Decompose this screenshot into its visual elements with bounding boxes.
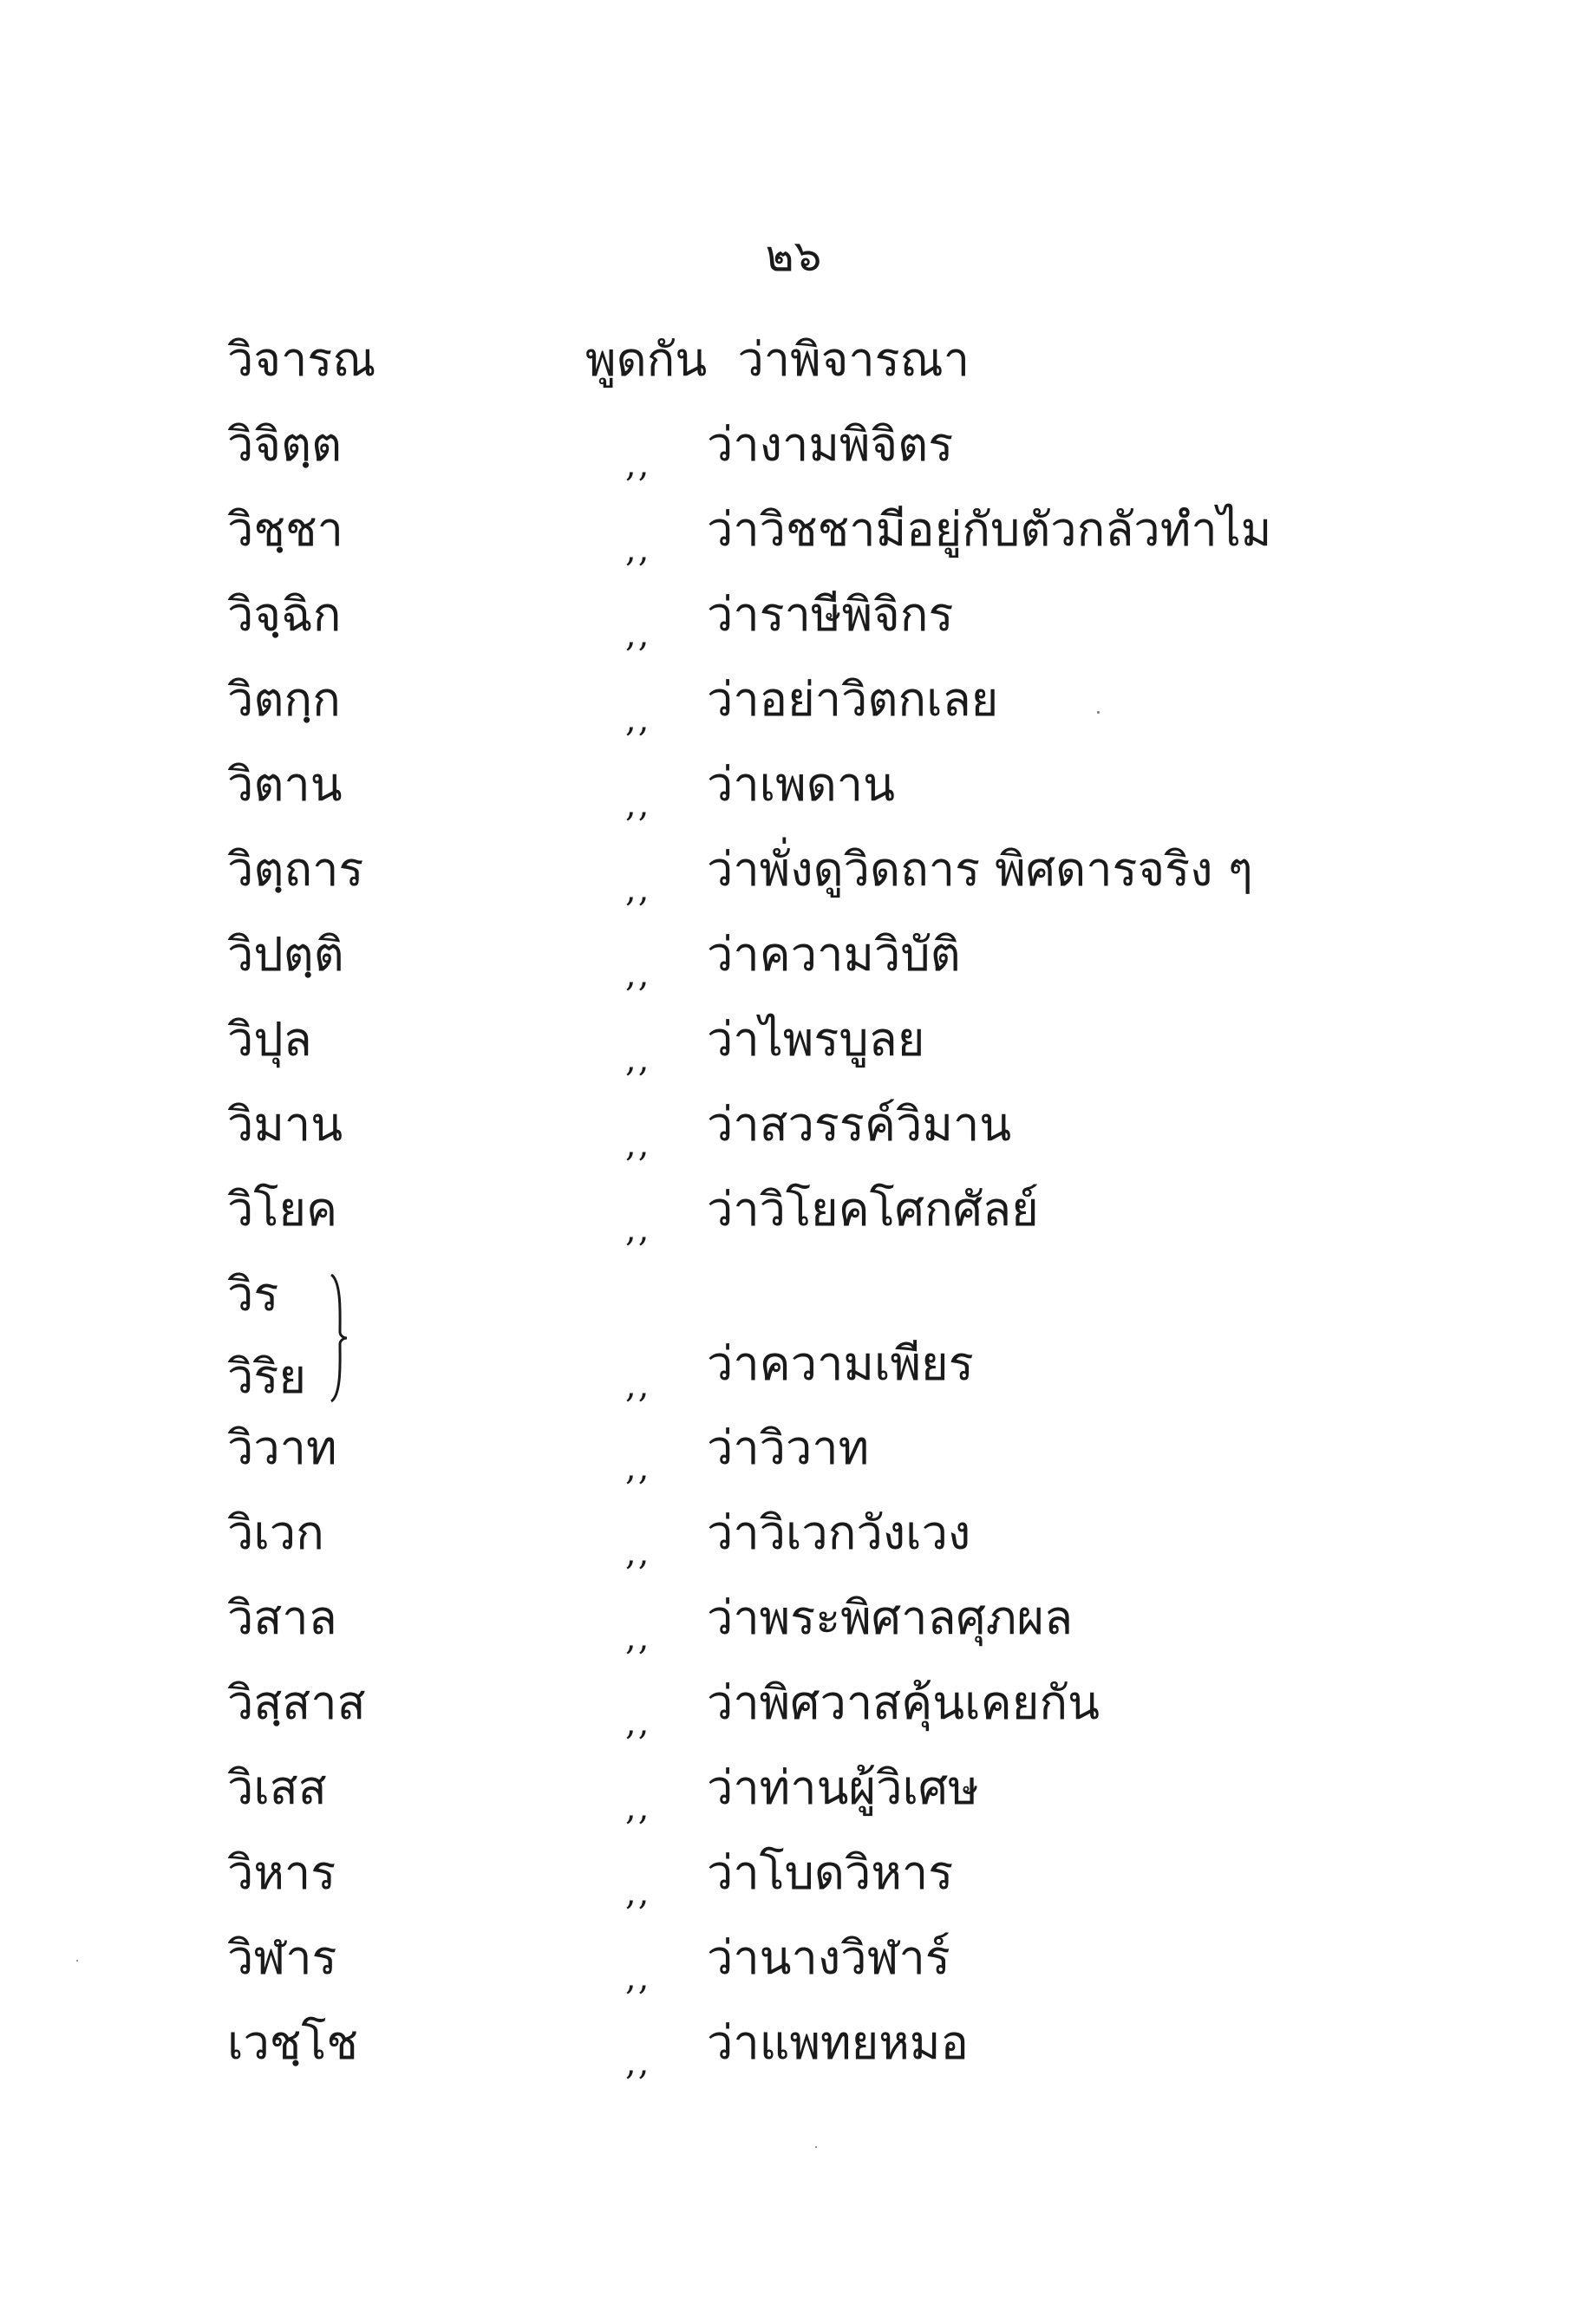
glossary-entry: [0, 1843, 1587, 1928]
entry-meaning: ว่างามพิจิตร: [707, 417, 954, 472]
glossary-entry: [0, 415, 1587, 499]
entry-term: วิเวก: [227, 1505, 324, 1560]
entry-meaning: ว่าวิเวกวังเวง: [707, 1505, 971, 1560]
entry-term: วิสาล: [227, 1590, 337, 1645]
entry-term: วิตกฺก: [227, 672, 341, 727]
ditto-mark: ,,: [625, 1125, 651, 1165]
glossary-entry: [0, 924, 1587, 1009]
ditto-mark: ,,: [625, 1210, 651, 1250]
glossary-entry: [0, 1009, 1587, 1094]
entry-term: วิร: [227, 1267, 279, 1322]
ditto-mark: ,,: [625, 870, 651, 910]
ditto-mark: ,,: [625, 530, 651, 570]
entry-term: วิจิตฺต: [227, 417, 343, 472]
entry-prefix: พูดกัน: [585, 332, 708, 387]
glossary-entry: [0, 669, 1587, 754]
paired-entry: [0, 1264, 1587, 1418]
entry-meaning: ว่าพิศวาสคุ้นเคยกัน: [707, 1675, 1100, 1730]
entry-meaning: ว่าอย่าวิตกเลย: [707, 672, 999, 727]
ditto-mark: ,,: [625, 615, 651, 655]
ditto-mark: ,,: [625, 1873, 651, 1913]
entry-term: วิชฺชา: [227, 502, 343, 557]
entry-meaning: ว่าแพทยหมอ: [707, 2015, 969, 2070]
ditto-mark: ,,: [625, 1448, 651, 1488]
glossary-entry: [0, 499, 1587, 584]
entry-term: วิตาน: [227, 757, 343, 812]
entry-group: [0, 1418, 1587, 2098]
glossary-entry: [0, 330, 1587, 415]
entry-meaning: ว่าราษีพิจิกร: [707, 587, 954, 642]
entry-lead: [585, 330, 970, 390]
glossary-entry: [0, 1758, 1587, 1843]
glossary-entry: [0, 1418, 1587, 1503]
ditto-mark: ,,: [625, 2043, 651, 2083]
entry-term: วิเสส: [227, 1760, 327, 1815]
entry-term: วิหาร: [227, 1845, 336, 1900]
glossary-entry: [0, 1503, 1587, 1588]
ditto-mark: ,,: [625, 785, 651, 825]
glossary-entry: [0, 2013, 1587, 2098]
entry-term: วิโยค: [227, 1182, 338, 1237]
entry-term: วิฬาร: [227, 1930, 337, 1985]
entry-meaning: ว่าความวิบัติ: [707, 927, 961, 982]
glossary-list: [0, 330, 1587, 2098]
ditto-mark: ,,: [625, 1788, 651, 1828]
entry-meaning: ว่านางวิฬาร์: [707, 1930, 950, 1985]
right-brace: [328, 1273, 349, 1403]
ditto-mark: ,,: [625, 1366, 651, 1406]
entry-meaning: ว่าไพรบูลย: [707, 1012, 925, 1067]
ditto-mark: ,,: [625, 1703, 651, 1743]
entry-meaning: ว่าสวรรค์วิมาน: [707, 1097, 1012, 1152]
entry-meaning: ว่าความเพียร: [707, 1336, 974, 1391]
entry-term: วิสฺสาส: [227, 1675, 366, 1730]
entry-term: วิริย: [227, 1349, 306, 1404]
glossary-entry: [0, 1673, 1587, 1758]
entry-meaning: ว่าวิโยคโศกศัลย์: [707, 1182, 1039, 1237]
entry-meaning: ว่าเพดาน: [707, 757, 896, 812]
entry-term: วิจารณ: [227, 332, 376, 387]
entry-term: วิจฺฉิก: [227, 587, 342, 642]
entry-group: [0, 415, 1587, 1264]
ditto-mark: ,,: [625, 1618, 651, 1658]
scan-speck: [76, 1960, 78, 1962]
ditto-mark: ,,: [625, 1958, 651, 1998]
entry-meaning: ว่าท่านผู้วิเศษ: [707, 1760, 979, 1815]
glossary-entry: [0, 584, 1587, 669]
entry-term: วิวาท: [227, 1420, 337, 1475]
ditto-mark: ,,: [625, 445, 651, 485]
entry-meaning: ว่าพั่งดูวิดถาร พิศดารจริง ๆ: [707, 842, 1253, 897]
glossary-entry: [0, 754, 1587, 839]
entry-meaning: ว่าพระพิศาลศุภผล: [707, 1590, 1074, 1645]
ditto-mark: ,,: [625, 1040, 651, 1080]
glossary-entry: [0, 1094, 1587, 1179]
entry-term: วิปตฺติ: [227, 927, 344, 982]
entry-meaning: ว่าโบดวิหาร: [707, 1845, 954, 1900]
scan-speck: [815, 2146, 817, 2148]
ditto-mark: ,,: [625, 700, 651, 740]
entry-term: เวชฺโช: [227, 2015, 359, 2070]
entry-meaning: ว่าวิวาท: [707, 1420, 870, 1475]
glossary-entry: [0, 1179, 1587, 1264]
entry-meaning: ว่าพิจารณา: [737, 332, 970, 387]
ditto-mark: ,,: [625, 1533, 651, 1573]
entry-term: วิปุล: [227, 1012, 312, 1067]
glossary-entry: [0, 1928, 1587, 2013]
entry-meaning: ว่าวิชชามีอยู่กับตัวกลัวทำไม: [707, 502, 1272, 557]
page-number: ๒๖: [765, 231, 822, 281]
entry-term: วิตฺถาร: [227, 842, 364, 897]
scan-speck: [1097, 711, 1100, 714]
ditto-mark: ,,: [625, 955, 651, 995]
glossary-entry: [0, 1588, 1587, 1673]
entry-term: วิมาน: [227, 1097, 343, 1152]
glossary-entry: [0, 839, 1587, 924]
